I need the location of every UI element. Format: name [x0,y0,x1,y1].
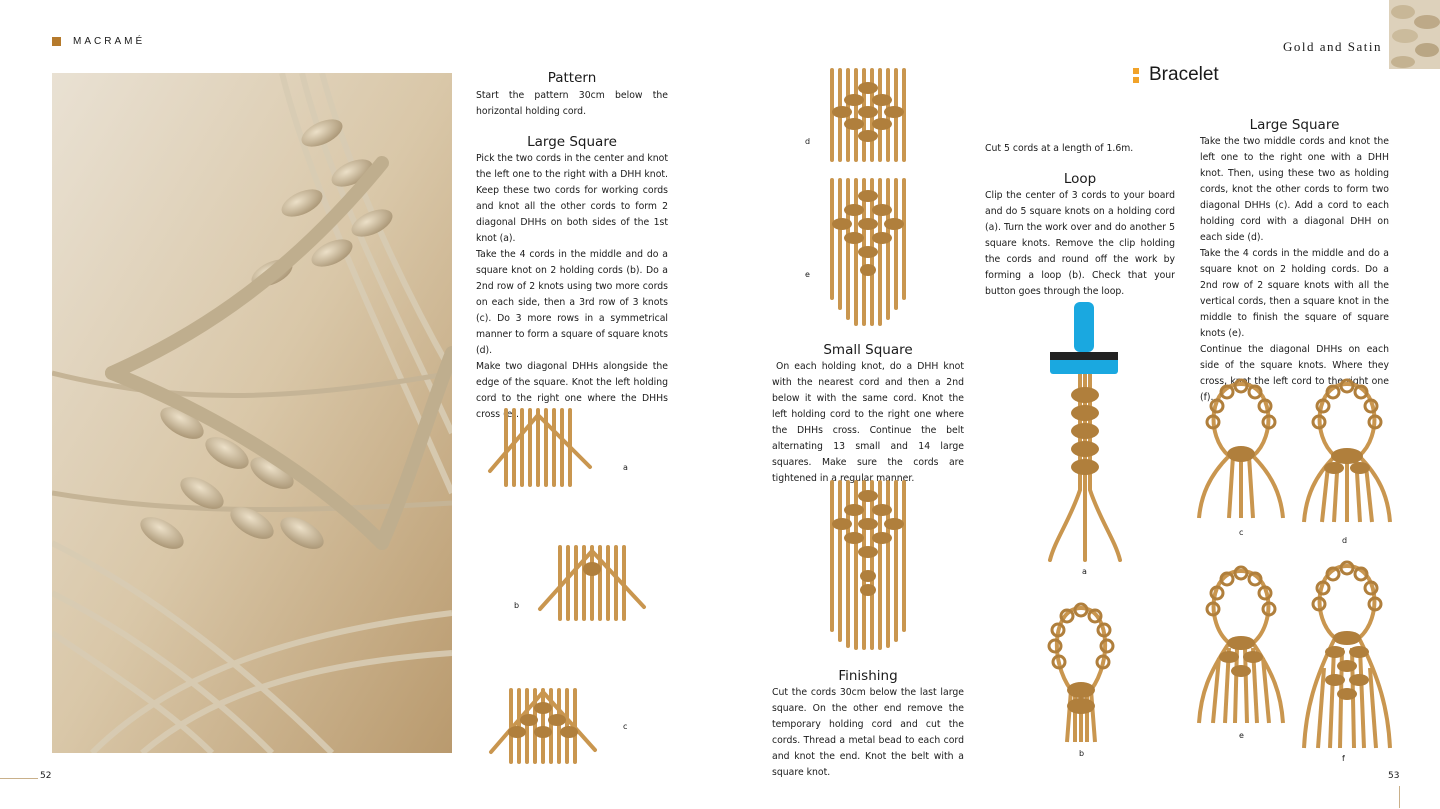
figure-label-loop-a: a [1082,567,1087,576]
section-square-icon [52,37,61,46]
diagram-bracelet-c [1195,376,1287,525]
diagram-e [822,178,914,332]
loop-heading: Loop [1063,171,1097,187]
bracelet-title-text: Bracelet [1149,64,1219,85]
diagram-bracelet-e [1195,563,1287,732]
figure-label-bracelet-c: c [1239,528,1244,537]
figure-label-a: a [623,463,628,472]
pattern-heading: Pattern [547,70,597,86]
large-square-text: Pick the two cords in the center and knot the left one to the right with a DHH knot. Keep these two cords for working cords and knot all the other cords to form 2 diagonal DHHs on both sides of the 1st knot (a). Take the 4 cords in the middle and do a square knot on 2 holding cords (b). Do a 2nd row of 2 knots using two more cords on each side, then a 3rd row of 3 knots (c). Do 3 more rows in a symmetrical manner to form a square of square knots (d). Make two diagonal DHHs alongside the edge of the square. Knot the left holding cord to the right one where the DHHs cross (e). [476,153,668,420]
diagram-bracelet-f [1300,558,1394,757]
figure-label-c: c [623,722,628,731]
finishing-heading: Finishing [838,668,898,684]
figure-label-b: b [514,601,520,610]
section-label: MACRAMÉ [73,36,146,47]
bracelet-large-square-heading: Large Square [1249,117,1340,133]
corner-thumbnail [1389,0,1440,69]
macrame-photo [52,73,452,753]
diagram-bracelet-d [1300,376,1394,530]
small-square-text: On each holding knot, do a DHH knot with the nearest cord and then a 2nd below it with the same cord. Knot the left holding cord to the right one where the DHHs cross. Continue the belt alternating 13 small and 14 large squares. Make sure the cords are tightened in a regular manner. [772,361,964,484]
bracelet-title [1133,64,1219,86]
bracelet-large-square-text: Take the two middle cords and knot the left one to the right one with a DHH knot. Then, using these two as holding cords, knot the other cords to form two diagonal DHHs (c). Add a cord to each holding cord with a diagonal DHH on each side (d). Take the 4 cords in the middle and do a square knot on 2 holding cords. Do a 2nd row of 2 square knots with all the vertical cords, then a square knot in the middle to finish the square of square knots (e). Continue the diagonal DHHs on each side of the square knots. Where they cross, knot the left cord to the right one (f). [1200,136,1389,403]
diagram-a [486,405,596,499]
bracelet-intro: Cut 5 cords at a length of 1.6m. [985,143,1134,154]
right-page-rule [1399,786,1400,808]
figure-label-bracelet-e: e [1239,731,1244,740]
page-number-left: 52 [40,771,52,781]
section-header [52,36,145,47]
book-subtitle: Gold and Satin [1283,39,1382,54]
small-square-heading: Small Square [823,342,913,358]
page-number-right: 53 [1388,771,1400,781]
finishing-text: Cut the cords 30cm below the last large square. On the other end remove the temporary holding cord and cut the cords. Thread a metal bead to each cord and knot the end. Knot the belt with a square knot. [772,687,964,778]
loop-text: Clip the center of 3 cords to your board and do 5 square knots on a holding cord (a). Turn the work over and do another 5 square knots. Remove the clip holding the cords and round off the work by forming a loop (b). Check that your button goes through the loop. [985,190,1175,297]
clip-icon [1074,302,1094,352]
diagram-d [822,68,914,168]
left-page-rule [0,778,38,779]
diagram-loop-b [1045,600,1117,749]
figure-label-bracelet-d: d [1342,536,1348,545]
bracelet-marker-icon [1133,68,1139,83]
diagram-b [536,543,648,627]
belt-diagram [822,480,914,656]
figure-label-d: d [805,137,811,146]
figure-label-loop-b: b [1079,749,1085,758]
figure-label-e: e [805,270,810,279]
pattern-text: Start the pattern 30cm below the horizontal holding cord. [476,90,668,117]
large-square-heading: Large Square [527,134,617,150]
diagram-c [487,686,599,770]
diagram-loop-a [1040,300,1130,569]
figure-label-bracelet-f: f [1342,754,1345,763]
